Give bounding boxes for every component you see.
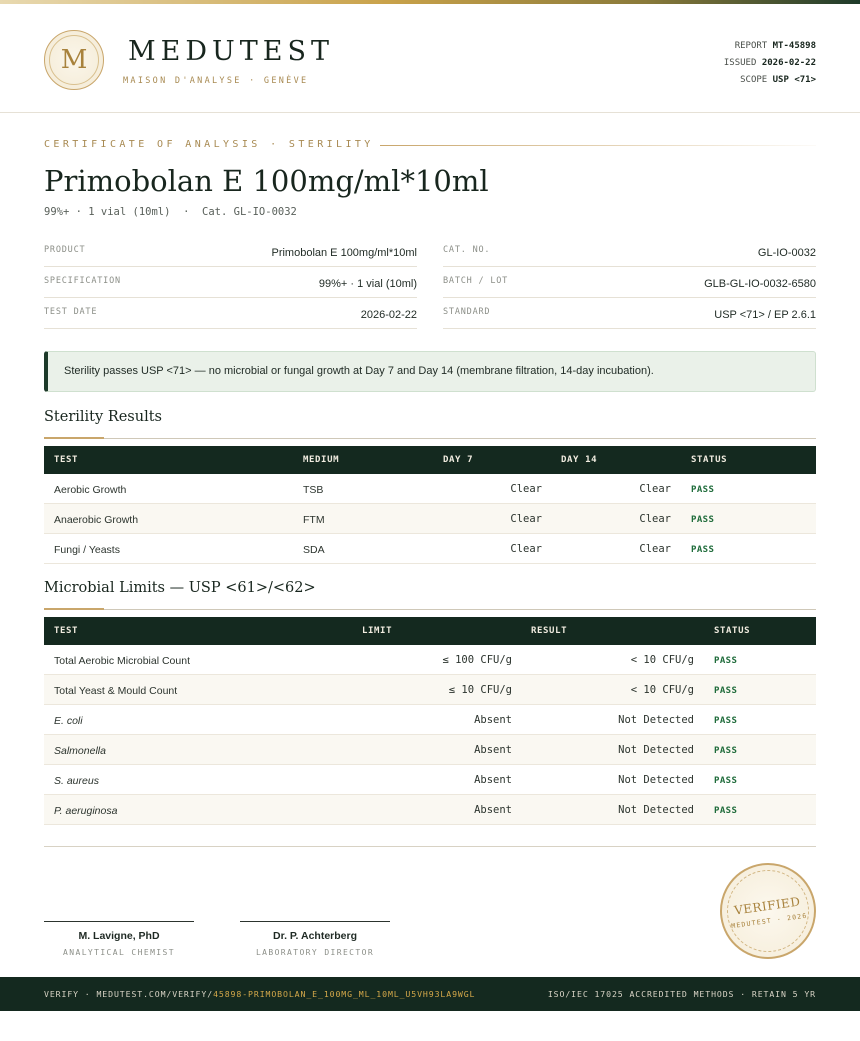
info-label: SPECIFICATION [44,276,121,286]
info-value: Primobolan E 100mg/ml*10ml [271,247,417,259]
meta-issued: ISSUED 2026-02-22 [723,58,816,68]
cell-limit: Absent [474,744,512,756]
kicker-divider [380,145,816,146]
microbial-section-header [44,580,816,610]
cell-day7: Clear [510,513,542,525]
info-row-batch [443,267,816,298]
info-value: 2026-02-22 [360,309,417,321]
signatory-role: LABORATORY DIRECTOR [255,948,375,957]
cell-test: P. aeruginosa [54,805,118,817]
signatory-name: M. Lavigne, PhD [78,930,160,942]
table-row [44,705,816,735]
cell-result: Not Detected [618,744,694,756]
microbial-table [44,617,816,825]
info-label: PRODUCT [44,245,86,255]
col-test: TEST [54,626,79,636]
signatory-role: ANALYTICAL CHEMIST [63,948,175,957]
signature-laboratory-director [240,921,390,957]
sterility-pass-notice [44,351,816,392]
cell-result: Not Detected [618,774,694,786]
cell-day14: Clear [639,483,671,495]
verify-link[interactable]: 45898-PRIMOBOLAN_E_100MG_ML_10ML_U5VH93LA9WGL [213,989,476,999]
status-badge: PASS [714,746,738,756]
status-badge: PASS [691,515,715,525]
report-meta [724,38,816,89]
info-grid-right [443,236,816,329]
brand-tagline: MAISON D'ANALYSE · GENÈVE [123,76,309,86]
signature-analytical-chemist [44,921,194,957]
cell-day14: Clear [639,513,671,525]
info-label: BATCH / LOT [443,276,509,286]
certificate-kicker: CERTIFICATE OF ANALYSIS · STERILITY [44,139,374,150]
cell-result: < 10 CFU/g [630,654,694,666]
col-day14: DAY 14 [561,455,598,465]
info-value: GLB-GL-IO-0032-6580 [704,278,816,290]
status-badge: PASS [714,806,738,816]
cell-result: < 10 CFU/g [630,684,694,696]
report-header [0,4,860,113]
certificate-title: Primobolan E 100mg/ml*10ml [44,164,489,198]
info-value: USP <71> / EP 2.6.1 [714,309,816,321]
cell-day7: Clear [510,483,542,495]
sterility-section-header [44,409,816,439]
brand-monogram: M [60,45,88,75]
cell-test: E. coli [54,715,83,727]
meta-scope: SCOPE USP <71> [740,75,816,85]
verify-line [44,989,475,999]
col-day7: DAY 7 [443,455,474,465]
col-status: STATUS [691,455,728,465]
cell-test: Aerobic Growth [54,484,127,496]
col-result: RESULT [531,626,568,636]
cell-day14: Clear [639,543,671,555]
cell-limit: Absent [474,714,512,726]
status-badge: PASS [714,776,738,786]
cell-test: Total Aerobic Microbial Count [54,655,190,667]
col-test: TEST [54,455,79,465]
info-row-cat-no [443,236,816,267]
table-row [44,474,816,504]
verify-prefix: VERIFY · MEDUTEST.COM/VERIFY/ [44,989,214,999]
verified-stamp-icon [714,857,822,965]
brand-seal-logo [44,30,104,90]
table-row [44,675,816,705]
info-grid-left [44,236,417,329]
accreditation-note: ISO/IEC 17025 ACCREDITED METHODS · RETAIN 5 YR [547,989,816,999]
signatory-name: Dr. P. Achterberg [272,930,358,942]
meta-report: REPORT MT-45898 [734,41,816,51]
status-badge: PASS [714,686,738,696]
info-row-standard [443,298,816,329]
col-status: STATUS [714,626,751,636]
microbial-table-header [44,617,816,645]
table-row [44,735,816,765]
cell-limit: ≤ 100 CFU/g [442,654,512,666]
info-row-specification [44,267,417,298]
cell-medium: TSB [303,484,324,496]
cell-limit: ≤ 10 CFU/g [448,684,512,696]
table-row [44,534,816,564]
cell-result: Not Detected [618,714,694,726]
section-accent [44,437,104,439]
status-badge: PASS [714,716,738,726]
table-row [44,795,816,825]
sterility-heading: Sterility Results [44,409,162,425]
brand-name: MEDUTEST [128,36,334,67]
status-badge: PASS [691,485,715,495]
status-badge: PASS [714,656,738,666]
cell-test: Salmonella [54,745,106,757]
info-label: STANDARD [443,307,491,317]
sterility-table-header [44,446,816,474]
cell-result: Not Detected [618,804,694,816]
info-value: 99%+ · 1 vial (10ml) [318,278,417,290]
sterility-table [44,446,816,564]
cell-test: S. aureus [54,775,99,787]
stamp-sub: MEDUTEST · 2026 [730,911,808,931]
info-value: GL-IO-0032 [757,247,816,259]
notice-text: Sterility passes USP <71> — no microbial or fungal growth at Day 7 and Day 14 (membrane filtration, 14-day incubation). [64,365,654,377]
stamp-title: VERIFIED [733,894,802,918]
cell-test: Total Yeast & Mould Count [54,685,178,697]
signature-divider [44,846,816,847]
cell-test: Anaerobic Growth [54,514,139,526]
status-badge: PASS [691,545,715,555]
col-limit: LIMIT [362,626,393,636]
cell-limit: Absent [474,774,512,786]
col-medium: MEDIUM [303,455,340,465]
report-footer [0,977,860,1011]
table-row [44,765,816,795]
cell-day7: Clear [510,543,542,555]
cell-medium: SDA [303,544,325,556]
cell-medium: FTM [303,514,325,526]
microbial-heading: Microbial Limits — USP <61>/<62> [44,580,316,596]
section-accent [44,608,104,610]
cell-test: Fungi / Yeasts [54,544,120,556]
info-label: TEST DATE [44,307,98,317]
certificate-subtitle: 99%+ · 1 vial (10ml) · Cat. GL-IO-0032 [44,206,297,218]
table-row [44,645,816,675]
info-label: CAT. NO. [443,245,491,255]
table-row [44,504,816,534]
info-row-product [44,236,417,267]
cell-limit: Absent [474,804,512,816]
info-row-test-date [44,298,417,329]
